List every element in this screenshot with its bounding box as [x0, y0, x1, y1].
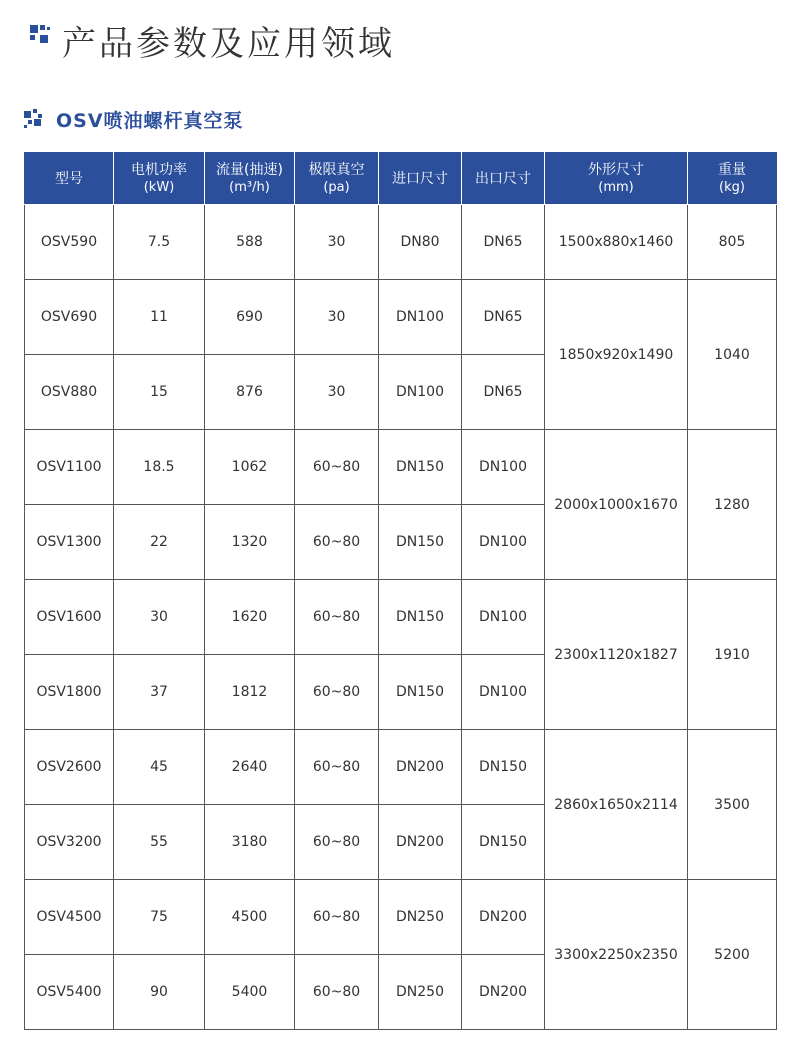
cell-power: 18.5	[114, 430, 205, 505]
cell-outlet: DN200	[462, 955, 545, 1030]
cell-inlet: DN250	[379, 880, 462, 955]
column-header-power: 电机功率 (kW)	[114, 153, 205, 205]
cell-dimensions: 3300x2250x2350	[545, 880, 688, 1030]
cell-power: 45	[114, 730, 205, 805]
cell-outlet: DN100	[462, 430, 545, 505]
column-header-inlet: 进口尺寸	[379, 153, 462, 205]
column-header-weight: 重量 (kg)	[688, 153, 777, 205]
cell-outlet: DN150	[462, 730, 545, 805]
section-header	[24, 104, 244, 134]
cell-flow: 690	[205, 280, 295, 355]
cell-model: OSV3200	[25, 805, 114, 880]
cell-vacuum: 30	[295, 280, 379, 355]
square-pattern-icon	[24, 109, 44, 129]
cell-outlet: DN150	[462, 805, 545, 880]
cell-dimensions: 2300x1120x1827	[545, 580, 688, 730]
cell-vacuum: 60~80	[295, 730, 379, 805]
cell-inlet: DN150	[379, 655, 462, 730]
spec-table	[24, 152, 777, 1030]
cell-outlet: DN100	[462, 505, 545, 580]
cell-power: 30	[114, 580, 205, 655]
cell-flow: 2640	[205, 730, 295, 805]
cell-vacuum: 60~80	[295, 655, 379, 730]
cell-inlet: DN200	[379, 730, 462, 805]
page-header	[30, 14, 395, 66]
cell-weight: 1040	[688, 280, 777, 430]
cell-power: 55	[114, 805, 205, 880]
cell-model: OSV1100	[25, 430, 114, 505]
cell-weight: 3500	[688, 730, 777, 880]
cell-vacuum: 60~80	[295, 880, 379, 955]
cell-flow: 4500	[205, 880, 295, 955]
cell-model: OSV880	[25, 355, 114, 430]
cell-flow: 588	[205, 205, 295, 280]
cell-inlet: DN100	[379, 280, 462, 355]
cell-inlet: DN100	[379, 355, 462, 430]
cell-outlet: DN200	[462, 880, 545, 955]
cell-vacuum: 60~80	[295, 580, 379, 655]
cell-flow: 1062	[205, 430, 295, 505]
square-pattern-icon	[30, 25, 52, 47]
table-row	[25, 205, 777, 280]
cell-inlet: DN80	[379, 205, 462, 280]
cell-outlet: DN100	[462, 655, 545, 730]
column-header-vacuum: 极限真空 (pa)	[295, 153, 379, 205]
cell-outlet: DN65	[462, 205, 545, 280]
cell-power: 90	[114, 955, 205, 1030]
cell-vacuum: 30	[295, 205, 379, 280]
cell-inlet: DN200	[379, 805, 462, 880]
cell-flow: 5400	[205, 955, 295, 1030]
cell-power: 15	[114, 355, 205, 430]
table-row	[25, 880, 777, 955]
cell-power: 7.5	[114, 205, 205, 280]
cell-vacuum: 60~80	[295, 955, 379, 1030]
cell-model: OSV2600	[25, 730, 114, 805]
cell-vacuum: 60~80	[295, 430, 379, 505]
cell-flow: 876	[205, 355, 295, 430]
cell-power: 22	[114, 505, 205, 580]
cell-model: OSV690	[25, 280, 114, 355]
column-header-model: 型号	[25, 153, 114, 205]
cell-power: 11	[114, 280, 205, 355]
cell-vacuum: 30	[295, 355, 379, 430]
column-header-flow: 流量(抽速) (m³/h)	[205, 153, 295, 205]
column-header-dimensions: 外形尺寸 (mm)	[545, 153, 688, 205]
cell-outlet: DN65	[462, 355, 545, 430]
table-row	[25, 280, 777, 355]
cell-inlet: DN250	[379, 955, 462, 1030]
cell-model: OSV5400	[25, 955, 114, 1030]
cell-flow: 1320	[205, 505, 295, 580]
cell-model: OSV4500	[25, 880, 114, 955]
cell-inlet: DN150	[379, 580, 462, 655]
cell-vacuum: 60~80	[295, 505, 379, 580]
cell-vacuum: 60~80	[295, 805, 379, 880]
table-row	[25, 730, 777, 805]
section-title: OSV喷油螺杆真空泵	[56, 109, 244, 132]
table-header-row	[25, 153, 777, 205]
cell-model: OSV1300	[25, 505, 114, 580]
cell-model: OSV1600	[25, 580, 114, 655]
cell-weight: 1280	[688, 430, 777, 580]
cell-outlet: DN100	[462, 580, 545, 655]
table-row	[25, 580, 777, 655]
table-row	[25, 430, 777, 505]
cell-outlet: DN65	[462, 280, 545, 355]
cell-weight: 1910	[688, 580, 777, 730]
cell-model: OSV590	[25, 205, 114, 280]
column-header-outlet: 出口尺寸	[462, 153, 545, 205]
cell-model: OSV1800	[25, 655, 114, 730]
cell-dimensions: 1500x880x1460	[545, 205, 688, 280]
cell-inlet: DN150	[379, 430, 462, 505]
cell-weight: 805	[688, 205, 777, 280]
cell-dimensions: 2860x1650x2114	[545, 730, 688, 880]
cell-flow: 1620	[205, 580, 295, 655]
cell-weight: 5200	[688, 880, 777, 1030]
cell-power: 37	[114, 655, 205, 730]
cell-power: 75	[114, 880, 205, 955]
cell-dimensions: 2000x1000x1670	[545, 430, 688, 580]
cell-flow: 1812	[205, 655, 295, 730]
cell-flow: 3180	[205, 805, 295, 880]
cell-dimensions: 1850x920x1490	[545, 280, 688, 430]
page-title: 产品参数及应用领域	[62, 23, 395, 64]
cell-inlet: DN150	[379, 505, 462, 580]
